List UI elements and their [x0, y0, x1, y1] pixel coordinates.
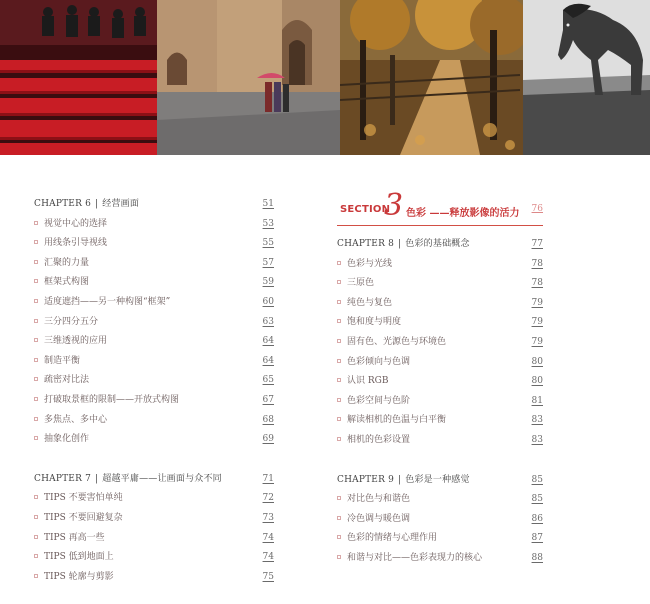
toc-entry-title: 色彩倾向与色调	[347, 356, 411, 367]
header-photo-strip	[0, 0, 650, 155]
page-number[interactable]: 87	[531, 533, 543, 544]
toc-entry[interactable]	[337, 255, 543, 275]
bullet-icon	[34, 554, 38, 558]
toc-entry-title: TIPS 不要回避复杂	[44, 512, 123, 523]
toc-entry[interactable]	[337, 392, 543, 412]
page-number[interactable]: 63	[262, 316, 274, 327]
bullet-icon	[34, 417, 38, 421]
page-number[interactable]: 78	[531, 258, 543, 269]
toc-entry[interactable]	[34, 352, 274, 372]
page-number[interactable]: 83	[531, 434, 543, 445]
bullet-icon	[337, 378, 341, 382]
bullet-icon	[337, 280, 341, 284]
toc-entry-title: 制造平衡	[44, 355, 81, 366]
toc-entry[interactable]	[34, 371, 274, 391]
toc-entry-title: 认识 RGB	[347, 376, 389, 387]
toc-entry[interactable]	[337, 274, 543, 294]
toc-entry[interactable]	[34, 332, 274, 352]
bullet-icon	[337, 516, 341, 520]
toc-right-column	[337, 188, 543, 569]
bullet-icon	[337, 261, 341, 265]
page-number[interactable]: 65	[262, 375, 274, 386]
toc-entry[interactable]	[337, 549, 543, 569]
group-spacer	[337, 451, 543, 471]
toc-entry-title: TIPS 轮廓与剪影	[44, 571, 114, 582]
toc-entry[interactable]	[34, 529, 274, 549]
toc-entry[interactable]	[337, 372, 543, 392]
toc-chapter-row[interactable]	[34, 470, 274, 490]
toc-entry[interactable]	[34, 430, 274, 450]
bullet-icon	[34, 377, 38, 381]
bullet-icon	[34, 338, 38, 342]
bullet-icon	[34, 535, 38, 539]
toc-entry[interactable]	[34, 234, 274, 254]
toc-entry[interactable]	[34, 489, 274, 509]
chapter-6-group	[34, 195, 274, 450]
autumn-path-photo	[340, 0, 523, 155]
page-number[interactable]: 51	[262, 199, 274, 209]
page-number[interactable]: 85	[531, 474, 543, 485]
theater-photo	[0, 0, 157, 155]
page-number[interactable]: 53	[262, 218, 274, 229]
bullet-icon	[34, 358, 38, 362]
page-number[interactable]: 83	[531, 415, 543, 426]
page-number[interactable]: 88	[531, 552, 543, 563]
chapter-heading: CHAPTER 9 | 色彩是一种感觉	[337, 474, 470, 485]
toc-entry[interactable]	[34, 215, 274, 235]
toc-entry-title: TIPS 不要害怕单纯	[44, 493, 123, 504]
toc-entry-title: 用线条引导视线	[44, 238, 108, 249]
chapter-heading: CHAPTER 8 | 色彩的基础概念	[337, 239, 470, 249]
page-number[interactable]: 55	[262, 238, 274, 249]
toc-entry[interactable]	[34, 548, 274, 568]
bullet-icon	[34, 240, 38, 244]
page-number[interactable]: 73	[262, 512, 274, 523]
page-number[interactable]: 64	[262, 355, 274, 366]
page-number[interactable]: 85	[531, 494, 543, 505]
toc-left-column	[34, 195, 274, 587]
bullet-icon	[34, 299, 38, 303]
toc-entry-title: 疏密对比法	[44, 375, 90, 386]
chapter-heading: CHAPTER 7 | 超越平庸——让画面与众不同	[34, 473, 222, 484]
toc-entry[interactable]	[34, 391, 274, 411]
page-number[interactable]: 79	[531, 336, 543, 347]
bullet-icon	[337, 359, 341, 363]
toc-entry-title: 打破取景框的限制——开放式构图	[44, 394, 180, 405]
toc-entry-title: 色彩空间与色阶	[347, 395, 411, 406]
cathedral-photo	[157, 0, 340, 155]
toc-entry[interactable]	[34, 313, 274, 333]
toc-entry-title: 抽象化创作	[44, 434, 90, 445]
toc-entry-title: 饱和度与明度	[347, 317, 402, 328]
page-number[interactable]: 80	[531, 376, 543, 387]
chapter-8-group	[337, 235, 543, 451]
toc-chapter-row[interactable]	[337, 235, 543, 255]
toc-entry[interactable]	[337, 431, 543, 451]
page-number[interactable]: 69	[262, 434, 274, 445]
toc-entry[interactable]	[337, 313, 543, 333]
toc-chapter-row[interactable]	[337, 471, 543, 491]
section-number: 3	[384, 188, 404, 223]
bullet-icon	[337, 535, 341, 539]
page-number[interactable]: 57	[262, 257, 274, 268]
toc-chapter-row[interactable]	[34, 195, 274, 215]
bullet-icon	[34, 574, 38, 578]
page-number[interactable]: 78	[531, 278, 543, 289]
chapter-heading: CHAPTER 6 | 经营画面	[34, 199, 140, 209]
page-number[interactable]: 74	[262, 532, 274, 543]
toc-entry[interactable]	[34, 273, 274, 293]
bullet-icon	[34, 515, 38, 519]
toc-entry[interactable]	[34, 411, 274, 431]
toc-entry-title: 色彩与光线	[347, 258, 393, 269]
section-heading[interactable]	[337, 188, 543, 226]
page-number[interactable]: 75	[262, 571, 274, 582]
page-number[interactable]: 79	[531, 317, 543, 328]
bullet-icon	[34, 319, 38, 323]
section-label: SECTION	[340, 204, 391, 215]
toc-entry-title: 纯色与复色	[347, 297, 393, 308]
bullet-icon	[34, 397, 38, 401]
bullet-icon	[34, 260, 38, 264]
page-number[interactable]: 86	[531, 513, 543, 524]
toc-entry-title: 对比色与和谐色	[347, 494, 411, 505]
chapter-7-group	[34, 470, 274, 588]
toc-entry[interactable]	[34, 509, 274, 529]
toc-entry-title: 解读相机的色温与白平衡	[347, 415, 447, 426]
toc-entry-title: 框架式构图	[44, 277, 90, 288]
bullet-icon	[337, 319, 341, 323]
bullet-icon	[337, 300, 341, 304]
toc-entry-title: 三维透视的应用	[44, 336, 108, 347]
bullet-icon	[34, 279, 38, 283]
page-number[interactable]: 64	[262, 336, 274, 347]
page-number[interactable]: 68	[262, 414, 274, 425]
toc-entry[interactable]	[337, 333, 543, 353]
page-number[interactable]: 59	[262, 277, 274, 288]
bullet-icon	[34, 436, 38, 440]
toc-entry-title: 视觉中心的选择	[44, 218, 108, 229]
toc-entry-title: TIPS 低到地面上	[44, 552, 114, 563]
toc-entry[interactable]	[337, 510, 543, 530]
bullet-icon	[337, 437, 341, 441]
toc-entry-title: 汇聚的力量	[44, 257, 90, 268]
toc-entry[interactable]	[337, 490, 543, 510]
toc-entry-title: 多焦点、多中心	[44, 414, 108, 425]
toc-entry-title: 三原色	[347, 278, 375, 289]
toc-entry[interactable]	[337, 529, 543, 549]
toc-entry[interactable]	[34, 568, 274, 588]
page-number[interactable]: 79	[531, 297, 543, 308]
bullet-icon	[337, 496, 341, 500]
toc-entry-title: 三分四分五分	[44, 316, 99, 327]
page-number[interactable]: 71	[262, 473, 274, 484]
horse-photo	[523, 0, 650, 155]
chapter-9-group	[337, 471, 543, 569]
page-number[interactable]: 72	[262, 493, 274, 504]
page-number[interactable]: 77	[531, 239, 543, 249]
toc-entry[interactable]	[337, 294, 543, 314]
toc-entry[interactable]	[337, 353, 543, 373]
toc-entry-title: 适度遮挡——另一种构图“框架”	[44, 296, 171, 307]
page-number[interactable]: 80	[531, 356, 543, 367]
toc-entry-title: TIPS 再高一些	[44, 532, 105, 543]
toc-entry[interactable]	[337, 411, 543, 431]
toc-entry-title: 和谐与对比——色彩表现力的核心	[347, 552, 483, 563]
page-number[interactable]: 76	[531, 204, 543, 214]
toc-entry-title: 冷色调与暖色调	[347, 513, 411, 524]
toc-entry[interactable]	[34, 254, 274, 274]
bullet-icon	[337, 555, 341, 559]
page-number[interactable]: 74	[262, 552, 274, 563]
page-number[interactable]: 67	[262, 394, 274, 405]
toc-entry-title: 相机的色彩设置	[347, 434, 411, 445]
bullet-icon	[337, 398, 341, 402]
group-spacer	[34, 450, 274, 470]
bullet-icon	[337, 339, 341, 343]
bullet-icon	[34, 221, 38, 225]
section-title: 色彩 ——释放影像的活力	[406, 208, 520, 219]
toc-entry-title: 色彩的情绪与心理作用	[347, 533, 438, 544]
toc-entry-title: 固有色、光源色与环境色	[347, 336, 447, 347]
bullet-icon	[337, 417, 341, 421]
page-number[interactable]: 81	[531, 395, 543, 406]
page-number[interactable]: 60	[262, 296, 274, 307]
bullet-icon	[34, 495, 38, 499]
toc-entry[interactable]	[34, 293, 274, 313]
